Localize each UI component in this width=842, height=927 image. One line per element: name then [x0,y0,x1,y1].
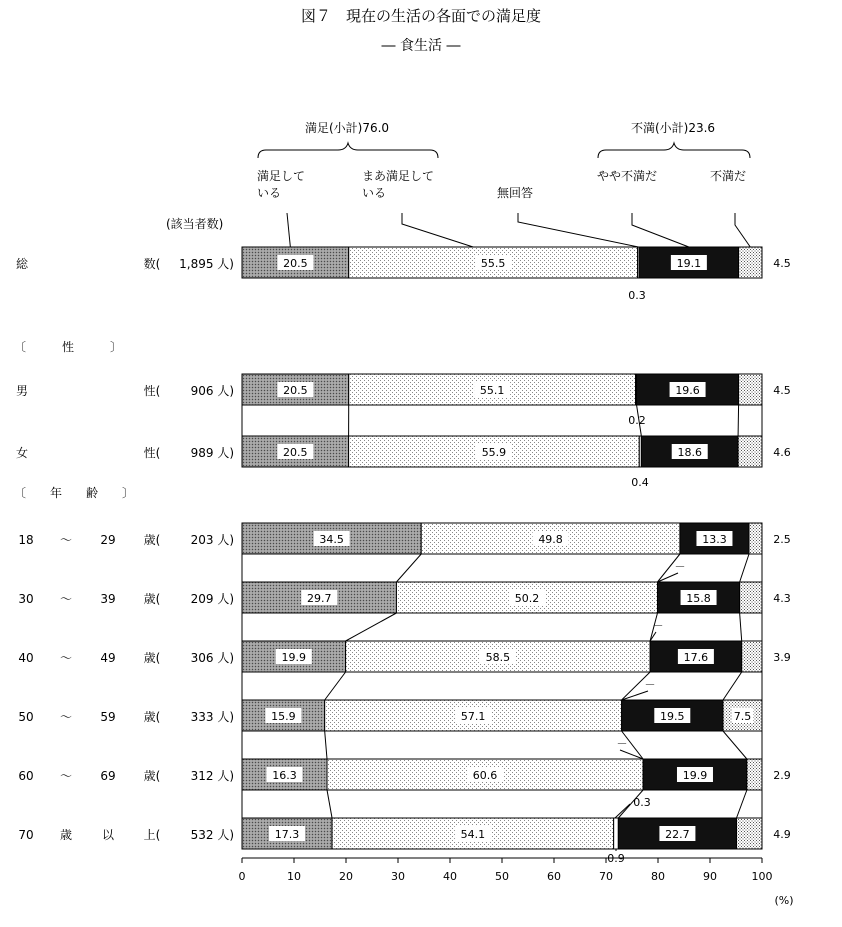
x-tick-label: 30 [391,870,405,883]
legend-pointer-no-answer [518,213,638,247]
value-age70-satisfied: 17.3 [274,828,300,841]
row-label-age18-b: ～ [59,533,73,547]
value-total-dissatisfied: 4.5 [773,257,791,270]
value-age60-somewhat-satisfied: 60.6 [472,769,498,782]
row-label-age40: 40 [18,651,34,665]
value-age40-somewhat-satisfied: 58.5 [485,651,511,664]
connector-satisfied [325,672,346,700]
x-tick-label: 80 [651,870,665,883]
row-count-total: 1,895 人) [179,257,234,271]
row-label-age18-c: 29 [100,533,116,547]
row-label-age40-d: 歳( [143,651,161,665]
x-tick-label: 0 [238,870,246,883]
value-age50-dissatisfied: 7.5 [733,710,752,723]
value-male-no-answer: 0.2 [628,414,646,427]
legend-somewhat-satisfied-line1: まあ満足して [362,169,435,183]
row-label-age50-d: 歳( [143,710,161,724]
row-label-age40-c: 49 [100,651,116,665]
row-label-age50-b: ～ [59,710,73,724]
value-age50-no-answer: － [644,678,656,691]
value-age30-dissatisfied: 4.3 [773,592,791,605]
summary-satisfied: 満足(小計)76.0 [304,121,390,135]
legend-no-answer: 無回答 [497,186,534,200]
row-label-age30: 30 [18,592,34,606]
row-label-age70: 70 [18,828,34,842]
row-label-female: 女 [16,446,29,460]
connector-satisfied [327,790,332,818]
row-label-age30-d: 歳( [143,592,161,606]
value-age50-somewhat-dissatisfied: 19.5 [660,710,685,723]
row-label-age30-b: ～ [59,592,73,606]
x-tick-label: 70 [599,870,613,883]
x-tick-label: 40 [443,870,457,883]
value-total-somewhat-satisfied: 55.5 [480,257,506,270]
row-label-age40-b: ～ [59,651,73,665]
section-sex: 〔 性 〕 [14,340,123,354]
bar-age30-dissatisfied [740,582,762,613]
row-count-age60: 312 人) [190,769,234,783]
row-label-age70-d: 上( [143,828,161,842]
value-age50-somewhat-satisfied: 57.1 [460,710,486,723]
value-age18-somewhat-dissatisfied: 13.3 [702,533,727,546]
value-male-dissatisfied: 4.5 [773,384,791,397]
x-tick-label: 50 [495,870,509,883]
row-count-age70: 532 人) [190,828,234,842]
connector-somewhat-dissatisfied [723,672,742,700]
value-male-somewhat-satisfied: 55.1 [479,384,505,397]
row-label-age50-c: 59 [100,710,116,724]
connector-somewhat-dissatisfied [740,613,742,641]
row-count-age40: 306 人) [190,651,234,665]
row-label-age60-d: 歳( [143,769,161,783]
chart-title: 図７ 現在の生活の各面での満足度 [300,7,542,25]
value-age60-below: 0.3 [633,796,651,809]
section-age: 〔 年 齢 〕 [14,486,135,500]
bar-male-dissatisfied [739,374,762,405]
connector-satisfied [346,613,397,641]
row-label-age30-c: 39 [100,592,116,606]
x-axis [239,858,794,907]
row-label-total-suffix: 数( [143,257,161,271]
value-age30-no-answer: － [674,560,686,573]
value-age18-satisfied: 34.5 [319,533,344,546]
value-age40-dissatisfied: 3.9 [773,651,791,664]
x-tick-label: 20 [339,870,353,883]
row-count-age50: 333 人) [190,710,234,724]
legend-pointer-dissatisfied [735,213,750,247]
row-count-female: 989 人) [190,446,234,460]
value-age40-satisfied: 19.9 [281,651,307,664]
value-age60-dissatisfied: 2.9 [773,769,791,782]
row-label-age70-c: 以 [101,828,115,842]
value-age60-satisfied: 16.3 [272,769,297,782]
value-age18-dissatisfied: 2.5 [773,533,791,546]
x-tick-label: 60 [547,870,561,883]
x-axis-unit: (%) [774,894,794,907]
row-label-total: 総 [16,257,29,271]
row-label-age50: 50 [18,710,34,724]
value-female-dissatisfied: 4.6 [773,446,791,459]
connector-satisfied [396,554,421,582]
value-age30-somewhat-satisfied: 50.2 [514,592,540,605]
value-age40-somewhat-dissatisfied: 17.6 [683,651,709,664]
row-label-age60: 60 [18,769,34,783]
row-label-male-suffix: 性( [143,384,161,398]
row-label-age60-b: ～ [59,769,73,783]
row-label-male: 男 [16,384,29,398]
value-female-somewhat-dissatisfied: 18.6 [677,446,702,459]
connector-somewhat-dissatisfied [736,790,746,818]
x-tick-label: 10 [287,870,301,883]
legend-satisfied-line1: 満足して [257,169,306,183]
value-age70-somewhat-dissatisfied: 22.7 [665,828,690,841]
brace-dissatisfied [598,143,750,158]
value-male-somewhat-dissatisfied: 19.6 [675,384,700,397]
value-female-satisfied: 20.5 [283,446,308,459]
value-age50-satisfied: 15.9 [271,710,296,723]
value-total-satisfied: 20.5 [283,257,308,270]
legend-dissatisfied: 不満だ [710,169,747,183]
value-age60-somewhat-dissatisfied: 19.9 [682,769,708,782]
connector-somewhat-dissatisfied [723,731,747,759]
legend-somewhat-dissatisfied: やや不満だ [597,169,658,183]
x-tick-label: 90 [703,870,717,883]
legend-pointer-somewhat-satisfied [402,213,473,247]
bar-female-dissatisfied [738,436,762,467]
bar-age18-dissatisfied [749,523,762,554]
callout-age70-marker [615,804,630,818]
legend-somewhat-satisfied-line2: いる [362,186,387,200]
value-male-satisfied: 20.5 [283,384,308,397]
value-age70-dissatisfied: 4.9 [773,828,791,841]
legend-pointer-somewhat-dissatisfied [632,213,689,247]
value-age30-satisfied: 29.7 [306,592,332,605]
bars [16,247,791,865]
value-female-no-answer: 0.4 [631,476,649,489]
row-label-age60-c: 69 [100,769,116,783]
bar-age40-dissatisfied [742,641,762,672]
summary-dissatisfied: 不満(小計)23.6 [630,121,716,135]
value-female-somewhat-satisfied: 55.9 [481,446,507,459]
x-tick-label: 100 [751,870,773,883]
bar-age60-dissatisfied [747,759,762,790]
value-age70-somewhat-satisfied: 54.1 [460,828,486,841]
connector-somewhat-dissatisfied [740,554,749,582]
value-total-no-answer: 0.3 [628,289,646,302]
row-count-male: 906 人) [190,384,234,398]
row-count-age18: 203 人) [190,533,234,547]
bar-age70-dissatisfied [736,818,762,849]
legend-satisfied-line2: いる [257,186,282,200]
brace-satisfied [258,143,438,158]
value-age60-no-answer: － [616,737,628,750]
row-count-age30: 209 人) [190,592,234,606]
row-label-age70-b: 歳 [59,828,73,842]
bar-age70-no-answer [614,818,619,849]
value-age18-somewhat-satisfied: 49.8 [538,533,563,546]
row-label-female-suffix: 性( [143,446,161,460]
count-header: (該当者数) [166,217,224,231]
legend-pointer-satisfied [287,213,290,247]
chart-subtitle: ― 食生活 ― [381,38,461,54]
value-age70-no-answer: 0.9 [607,852,625,865]
value-total-somewhat-dissatisfied: 19.1 [676,257,702,270]
connector-satisfied [325,731,327,759]
row-label-age18: 18 [18,533,34,547]
value-age30-somewhat-dissatisfied: 15.8 [686,592,711,605]
bar-total-dissatisfied [739,247,762,278]
value-age40-no-answer: － [652,619,664,632]
row-label-age18-d: 歳( [143,533,161,547]
